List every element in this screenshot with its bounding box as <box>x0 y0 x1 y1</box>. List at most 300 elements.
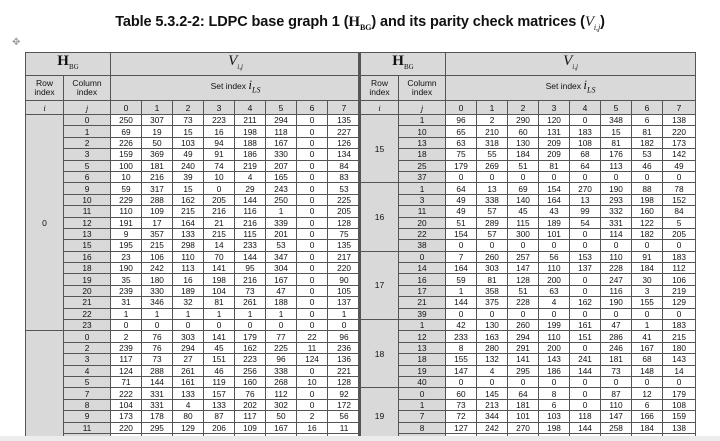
shift-value-cell: 116 <box>235 206 266 217</box>
shift-value-cell: 119 <box>204 376 235 387</box>
shift-value-cell: 257 <box>508 251 539 262</box>
shift-value-cell: 13 <box>477 183 508 194</box>
shift-value-cell: 0 <box>663 240 696 251</box>
shift-value-cell: 16 <box>173 274 204 285</box>
shift-value-cell: 348 <box>601 115 632 126</box>
shift-value-cell: 96 <box>328 331 361 342</box>
shift-value-cell: 144 <box>570 422 601 433</box>
shift-value-cell: 153 <box>570 251 601 262</box>
shift-value-cell: 178 <box>142 411 173 422</box>
shift-value-cell: 0 <box>508 171 539 182</box>
shift-value-cell: 106 <box>663 274 696 285</box>
shift-value-cell: 1 <box>173 308 204 319</box>
shift-value-cell: 71 <box>111 376 142 387</box>
table-row <box>26 320 361 331</box>
column-index-cell: 22 <box>64 308 111 319</box>
table-row <box>26 183 361 194</box>
shift-value-cell: 209 <box>539 149 570 160</box>
hbg-main: H <box>57 53 69 69</box>
page-bottom-edge <box>0 436 720 441</box>
shift-value-cell: 109 <box>235 422 266 433</box>
column-index-cell: 18 <box>399 149 446 160</box>
shift-value-cell: 15 <box>173 183 204 194</box>
vij-header <box>111 53 361 76</box>
column-index-cell: 1 <box>399 320 446 331</box>
table-row <box>361 285 696 296</box>
column-index-cell: 23 <box>64 320 111 331</box>
shift-value-cell: 0 <box>663 308 696 319</box>
table-row <box>26 365 361 376</box>
set-col-header: 1 <box>477 101 508 115</box>
shift-value-cell: 51 <box>508 285 539 296</box>
shift-value-cell: 330 <box>266 149 297 160</box>
column-index-cell: 12 <box>64 217 111 228</box>
column-index-cell: 18 <box>399 354 446 365</box>
table-row <box>26 263 361 274</box>
shift-value-cell: 3 <box>632 285 663 296</box>
column-index-cell: 3 <box>64 354 111 365</box>
shift-value-cell: 347 <box>266 251 297 262</box>
shift-value-cell: 126 <box>328 137 361 148</box>
table-row <box>361 240 696 251</box>
shift-value-cell: 155 <box>632 297 663 308</box>
shift-value-cell: 0 <box>601 308 632 319</box>
ils-sub: LS <box>252 86 261 96</box>
shift-value-cell: 60 <box>508 126 539 137</box>
shift-value-cell: 295 <box>142 422 173 433</box>
shift-value-cell: 201 <box>266 228 297 239</box>
shift-value-cell: 57 <box>477 206 508 217</box>
shift-value-cell: 12 <box>632 388 663 399</box>
shift-value-cell: 103 <box>173 137 204 148</box>
column-index-cell: 5 <box>64 376 111 387</box>
table-row <box>361 149 696 160</box>
shift-value-cell: 105 <box>328 285 361 296</box>
shift-value-cell: 14 <box>663 365 696 376</box>
shift-value-cell: 161 <box>570 320 601 331</box>
column-index-cell: 19 <box>399 365 446 376</box>
shift-value-cell: 173 <box>663 137 696 148</box>
shift-value-cell: 261 <box>173 365 204 376</box>
table-row <box>26 331 361 342</box>
ils-main: i <box>583 77 588 93</box>
shift-value-cell: 166 <box>632 411 663 422</box>
column-index-cell: 9 <box>64 183 111 194</box>
title-hbg <box>348 14 371 30</box>
column-index-cell: 8 <box>64 399 111 410</box>
shift-value-cell: 0 <box>570 399 601 410</box>
title-v-main: V <box>584 14 594 30</box>
shift-value-cell: 0 <box>570 228 601 239</box>
shift-value-cell: 59 <box>446 274 477 285</box>
shift-value-cell: 1 <box>204 308 235 319</box>
i-symbol-header: i <box>361 101 399 115</box>
shift-value-cell: 81 <box>539 160 570 171</box>
column-index-cell: 6 <box>64 171 111 182</box>
shift-value-cell: 133 <box>173 228 204 239</box>
shift-value-cell: 74 <box>204 160 235 171</box>
shift-value-cell: 100 <box>111 160 142 171</box>
column-index-cell: 20 <box>399 217 446 228</box>
shift-value-cell: 0 <box>477 376 508 387</box>
shift-value-cell: 41 <box>632 331 663 342</box>
shift-value-cell: 0 <box>204 183 235 194</box>
row-index-cell: 17 <box>361 251 399 319</box>
shift-value-cell: 110 <box>539 263 570 274</box>
shift-value-cell: 144 <box>235 194 266 205</box>
column-index-cell: 20 <box>64 285 111 296</box>
shift-value-cell: 2 <box>477 115 508 126</box>
shift-value-cell: 160 <box>632 206 663 217</box>
table-row <box>26 240 361 251</box>
shift-value-cell: 160 <box>235 376 266 387</box>
table-row <box>361 422 696 433</box>
shift-value-cell: 0 <box>632 308 663 319</box>
shift-value-cell: 0 <box>477 171 508 182</box>
table-row <box>26 217 361 228</box>
shift-value-cell: 246 <box>601 342 632 353</box>
shift-value-cell: 228 <box>601 263 632 274</box>
shift-value-cell: 215 <box>173 206 204 217</box>
shift-value-cell: 0 <box>601 376 632 387</box>
shift-value-cell: 295 <box>508 365 539 376</box>
shift-value-cell: 247 <box>601 274 632 285</box>
set-col-header: 2 <box>173 101 204 115</box>
set-col-header: 0 <box>446 101 477 115</box>
shift-value-cell: 112 <box>663 263 696 274</box>
title-middle: ) and its parity check matrices ( <box>371 14 585 30</box>
shift-value-cell: 0 <box>297 308 328 319</box>
column-index-cell: 3 <box>64 149 111 160</box>
shift-value-cell: 152 <box>663 194 696 205</box>
shift-value-cell: 198 <box>235 126 266 137</box>
shift-value-cell: 47 <box>601 320 632 331</box>
shift-value-cell: 46 <box>632 160 663 171</box>
shift-value-cell: 110 <box>111 206 142 217</box>
shift-value-cell: 211 <box>235 115 266 126</box>
shift-value-cell: 4 <box>477 365 508 376</box>
j-symbol-header: j <box>64 101 111 115</box>
table-row <box>361 376 696 387</box>
shift-value-cell: 280 <box>477 342 508 353</box>
shift-value-cell: 155 <box>446 354 477 365</box>
shift-value-cell: 144 <box>142 376 173 387</box>
set-index-label: Set index <box>545 81 582 92</box>
shift-value-cell: 56 <box>539 251 570 262</box>
shift-value-cell: 0 <box>297 115 328 126</box>
shift-value-cell: 291 <box>508 342 539 353</box>
shift-value-cell: 0 <box>297 149 328 160</box>
shift-value-cell: 229 <box>111 194 142 205</box>
shift-value-cell: 143 <box>663 354 696 365</box>
shift-value-cell: 141 <box>508 354 539 365</box>
table-row <box>26 285 361 296</box>
shift-value-cell: 6 <box>632 115 663 126</box>
table-row <box>361 217 696 228</box>
column-index-cell: 13 <box>399 137 446 148</box>
shift-value-cell: 162 <box>173 194 204 205</box>
table-row <box>361 331 696 342</box>
column-index-cell: 4 <box>64 365 111 376</box>
shift-value-cell: 302 <box>266 399 297 410</box>
shift-value-cell: 0 <box>601 240 632 251</box>
shift-value-cell: 63 <box>539 285 570 296</box>
title-v-sub: i,j <box>593 23 601 32</box>
shift-value-cell: 8 <box>539 388 570 399</box>
shift-value-cell: 294 <box>173 342 204 353</box>
column-index-cell: 15 <box>64 240 111 251</box>
shift-value-cell: 11 <box>328 422 361 433</box>
column-index-cell: 7 <box>399 411 446 422</box>
shift-value-cell: 338 <box>477 194 508 205</box>
shift-value-cell: 133 <box>173 388 204 399</box>
shift-value-cell: 220 <box>328 263 361 274</box>
table-row <box>361 228 696 239</box>
shift-value-cell: 23 <box>111 251 142 262</box>
shift-value-cell: 0 <box>570 308 601 319</box>
shift-value-cell: 225 <box>328 194 361 205</box>
title-vij <box>585 14 600 30</box>
shift-value-cell: 294 <box>266 115 297 126</box>
shift-value-cell: 87 <box>601 388 632 399</box>
shift-value-cell: 303 <box>477 263 508 274</box>
shift-value-cell: 55 <box>477 149 508 160</box>
table-row <box>361 354 696 365</box>
shift-value-cell: 72 <box>446 411 477 422</box>
shift-value-cell: 261 <box>235 297 266 308</box>
shift-value-cell: 110 <box>173 251 204 262</box>
shift-value-cell: 75 <box>328 228 361 239</box>
shift-value-cell: 202 <box>235 399 266 410</box>
shift-value-cell: 184 <box>632 422 663 433</box>
shift-value-cell: 205 <box>328 206 361 217</box>
shift-value-cell: 49 <box>173 149 204 160</box>
shift-value-cell: 68 <box>570 149 601 160</box>
shift-value-cell: 331 <box>601 217 632 228</box>
shift-value-cell: 143 <box>539 354 570 365</box>
shift-value-cell: 159 <box>111 149 142 160</box>
shift-value-cell: 180 <box>663 342 696 353</box>
shift-value-cell: 46 <box>204 365 235 376</box>
table-row <box>26 388 361 399</box>
shift-value-cell: 115 <box>508 217 539 228</box>
shift-value-cell: 226 <box>111 137 142 148</box>
shift-value-cell: 96 <box>446 115 477 126</box>
shift-value-cell: 303 <box>173 331 204 342</box>
shift-value-cell: 200 <box>539 274 570 285</box>
shift-value-cell: 233 <box>235 240 266 251</box>
shift-value-cell: 289 <box>477 217 508 228</box>
shift-value-cell: 269 <box>477 160 508 171</box>
shift-value-cell: 268 <box>266 376 297 387</box>
shift-value-cell: 32 <box>173 297 204 308</box>
i-symbol-header: i <box>26 101 64 115</box>
shift-value-cell: 108 <box>570 137 601 148</box>
table-row <box>26 308 361 319</box>
column-index-cell: 10 <box>64 194 111 205</box>
set-col-header: 7 <box>328 101 361 115</box>
shift-value-cell: 132 <box>477 354 508 365</box>
column-index-cell: 40 <box>399 376 446 387</box>
column-index-cell: 7 <box>64 388 111 399</box>
shift-value-cell: 10 <box>111 171 142 182</box>
shift-value-cell: 10 <box>204 171 235 182</box>
shift-value-cell: 0 <box>570 171 601 182</box>
shift-value-cell: 49 <box>446 194 477 205</box>
shift-value-cell: 344 <box>477 411 508 422</box>
vij-header <box>446 53 696 76</box>
shift-value-cell: 0 <box>111 320 142 331</box>
shift-value-cell: 260 <box>508 320 539 331</box>
shift-value-cell: 1 <box>328 308 361 319</box>
table-move-handle-icon[interactable]: ✥ <box>12 37 21 48</box>
table-row <box>26 149 361 160</box>
shift-value-cell: 0 <box>297 320 328 331</box>
shift-value-cell: 188 <box>235 137 266 148</box>
shift-value-cell: 0 <box>297 274 328 285</box>
shift-value-cell: 1 <box>235 308 266 319</box>
shift-value-cell: 199 <box>539 320 570 331</box>
shift-value-cell: 60 <box>446 388 477 399</box>
shift-value-cell: 106 <box>142 251 173 262</box>
shift-value-cell: 162 <box>570 297 601 308</box>
column-index-cell: 3 <box>399 194 446 205</box>
shift-value-cell: 167 <box>266 274 297 285</box>
shift-value-cell: 131 <box>539 126 570 137</box>
shift-value-cell: 209 <box>539 137 570 148</box>
right-table-panel <box>360 52 696 436</box>
shift-value-cell: 141 <box>204 331 235 342</box>
shift-value-cell: 331 <box>142 399 173 410</box>
shift-value-cell: 2 <box>297 411 328 422</box>
shift-value-cell: 49 <box>446 206 477 217</box>
shift-value-cell: 63 <box>446 137 477 148</box>
column-index-cell: 38 <box>399 240 446 251</box>
column-index-cell: 1 <box>64 126 111 137</box>
column-index-cell: 13 <box>64 228 111 239</box>
shift-value-cell: 184 <box>632 263 663 274</box>
shift-value-cell: 124 <box>297 354 328 365</box>
shift-value-cell: 135 <box>328 240 361 251</box>
table-row <box>361 126 696 137</box>
shift-value-cell: 157 <box>204 388 235 399</box>
column-index-cell: 0 <box>399 251 446 262</box>
shift-value-cell: 73 <box>173 115 204 126</box>
shift-value-cell: 65 <box>446 126 477 137</box>
shift-value-cell: 68 <box>632 354 663 365</box>
shift-value-cell: 73 <box>446 399 477 410</box>
shift-value-cell: 293 <box>601 194 632 205</box>
shift-value-cell: 5 <box>663 217 696 228</box>
shift-value-cell: 213 <box>477 399 508 410</box>
table-row <box>361 137 696 148</box>
shift-value-cell: 240 <box>173 160 204 171</box>
shift-value-cell: 142 <box>663 149 696 160</box>
row-index-cell: 19 <box>361 388 399 436</box>
shift-value-cell: 165 <box>266 171 297 182</box>
shift-value-cell: 115 <box>235 228 266 239</box>
table-row <box>361 399 696 410</box>
column-index-cell: 1 <box>399 183 446 194</box>
shift-value-cell: 77 <box>266 331 297 342</box>
table-row <box>26 194 361 205</box>
hbg-sub: BG <box>68 63 79 71</box>
shift-value-cell: 51 <box>446 217 477 228</box>
shift-value-cell: 0 <box>297 297 328 308</box>
shift-value-cell: 0 <box>570 285 601 296</box>
shift-value-cell: 118 <box>570 411 601 422</box>
shift-value-cell: 109 <box>142 206 173 217</box>
shift-value-cell: 195 <box>111 240 142 251</box>
shift-value-cell: 241 <box>570 354 601 365</box>
shift-value-cell: 217 <box>328 251 361 262</box>
shift-value-cell: 91 <box>632 251 663 262</box>
shift-value-cell: 225 <box>266 342 297 353</box>
shift-value-cell: 11 <box>297 342 328 353</box>
shift-value-cell: 183 <box>570 126 601 137</box>
shift-value-cell: 17 <box>142 217 173 228</box>
column-index-cell: 1 <box>399 399 446 410</box>
table-row <box>361 297 696 308</box>
shift-value-cell: 242 <box>477 422 508 433</box>
shift-value-cell: 188 <box>266 297 297 308</box>
table-row <box>361 251 696 262</box>
shift-value-cell: 117 <box>111 354 142 365</box>
shift-value-cell: 0 <box>663 376 696 387</box>
shift-value-cell: 0 <box>297 137 328 148</box>
shift-value-cell: 127 <box>446 422 477 433</box>
shift-value-cell: 242 <box>142 263 173 274</box>
table-row <box>26 206 361 217</box>
row-index-header: Row index <box>361 76 399 101</box>
shift-value-cell: 128 <box>328 217 361 228</box>
table-row <box>361 183 696 194</box>
shift-value-cell: 73 <box>601 365 632 376</box>
table-row <box>26 376 361 387</box>
shift-value-cell: 184 <box>508 149 539 160</box>
shift-value-cell: 223 <box>235 354 266 365</box>
shift-value-cell: 101 <box>539 228 570 239</box>
shift-value-cell: 198 <box>204 274 235 285</box>
shift-value-cell: 1 <box>111 308 142 319</box>
shift-value-cell: 189 <box>539 217 570 228</box>
shift-value-cell: 173 <box>111 411 142 422</box>
column-index-header: Column index <box>399 76 446 101</box>
row-index-header: Row index <box>26 76 64 101</box>
shift-value-cell: 70 <box>204 251 235 262</box>
shift-value-cell: 0 <box>570 274 601 285</box>
table-row <box>361 194 696 205</box>
shift-value-cell: 0 <box>632 240 663 251</box>
shift-value-cell: 4 <box>539 297 570 308</box>
shift-value-cell: 0 <box>297 399 328 410</box>
shift-value-cell: 236 <box>328 342 361 353</box>
shift-value-cell: 84 <box>328 160 361 171</box>
shift-value-cell: 81 <box>477 274 508 285</box>
shift-value-cell: 228 <box>508 297 539 308</box>
shift-value-cell: 222 <box>111 388 142 399</box>
shift-value-cell: 183 <box>663 320 696 331</box>
set-col-header: 4 <box>570 101 601 115</box>
shift-value-cell: 198 <box>539 422 570 433</box>
shift-value-cell: 167 <box>266 137 297 148</box>
shift-value-cell: 83 <box>328 171 361 182</box>
shift-value-cell: 117 <box>235 411 266 422</box>
shift-value-cell: 137 <box>570 263 601 274</box>
table-row <box>361 388 696 399</box>
row-index-cell <box>26 331 64 436</box>
shift-value-cell: 0 <box>142 320 173 331</box>
